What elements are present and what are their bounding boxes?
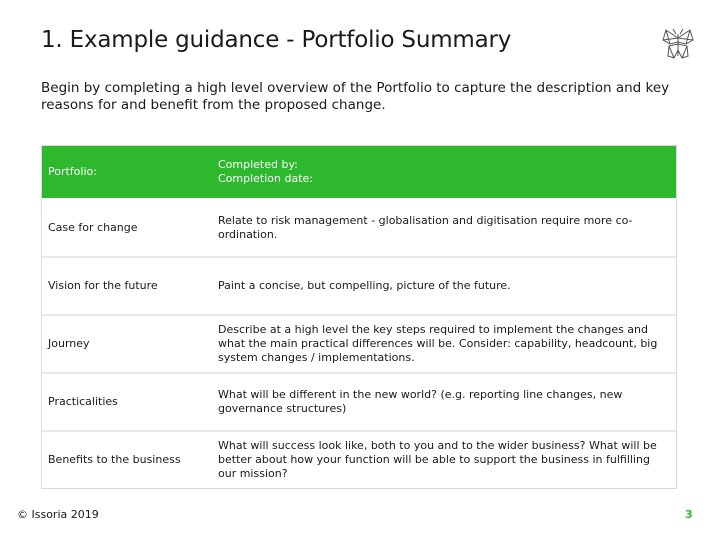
table-row [42, 200, 676, 258]
table-row [42, 316, 676, 374]
page-title: 1. Example guidance - Portfolio Summary [41, 27, 512, 53]
row-label: Vision for the future [48, 279, 158, 292]
completion-info [218, 158, 676, 186]
table-row [42, 432, 676, 488]
completed-by-label: Completed by: [218, 158, 298, 171]
row-text: Describe at a high level the key steps required to implement the changes and what the main practical differences will be. Consider: capability, headcount, big system changes / implementations. [218, 323, 658, 364]
table-header-row [42, 146, 676, 200]
butterfly-logo-icon [660, 26, 696, 62]
completion-date-label: Completion date: [218, 172, 314, 185]
row-label: Practicalities [48, 395, 118, 408]
row-text: Relate to risk management - globalisation and digitisation require more co-ordination. [218, 214, 633, 241]
portfolio-label: Portfolio: [48, 165, 97, 178]
intro-paragraph: Begin by completing a high level overview of the Portfolio to capture the description and key reasons for and benefit from the proposed change. [41, 80, 670, 113]
copyright-text: © Issoria 2019 [17, 508, 99, 521]
portfolio-summary-table [41, 145, 677, 489]
row-label: Benefits to the business [48, 453, 181, 466]
page-number: 3 [685, 508, 693, 521]
row-text: What will be different in the new world? (e.g. reporting line changes, new governance structures) [218, 388, 623, 415]
row-label: Journey [48, 337, 90, 350]
table-row [42, 374, 676, 432]
row-text: Paint a concise, but compelling, picture of the future. [218, 279, 511, 292]
row-text: What will success look like, both to you and to the wider business? What will be better about how your function will be able to support the business in fulfilling our mission? [218, 439, 657, 480]
table-row [42, 258, 676, 316]
row-label: Case for change [48, 221, 138, 234]
